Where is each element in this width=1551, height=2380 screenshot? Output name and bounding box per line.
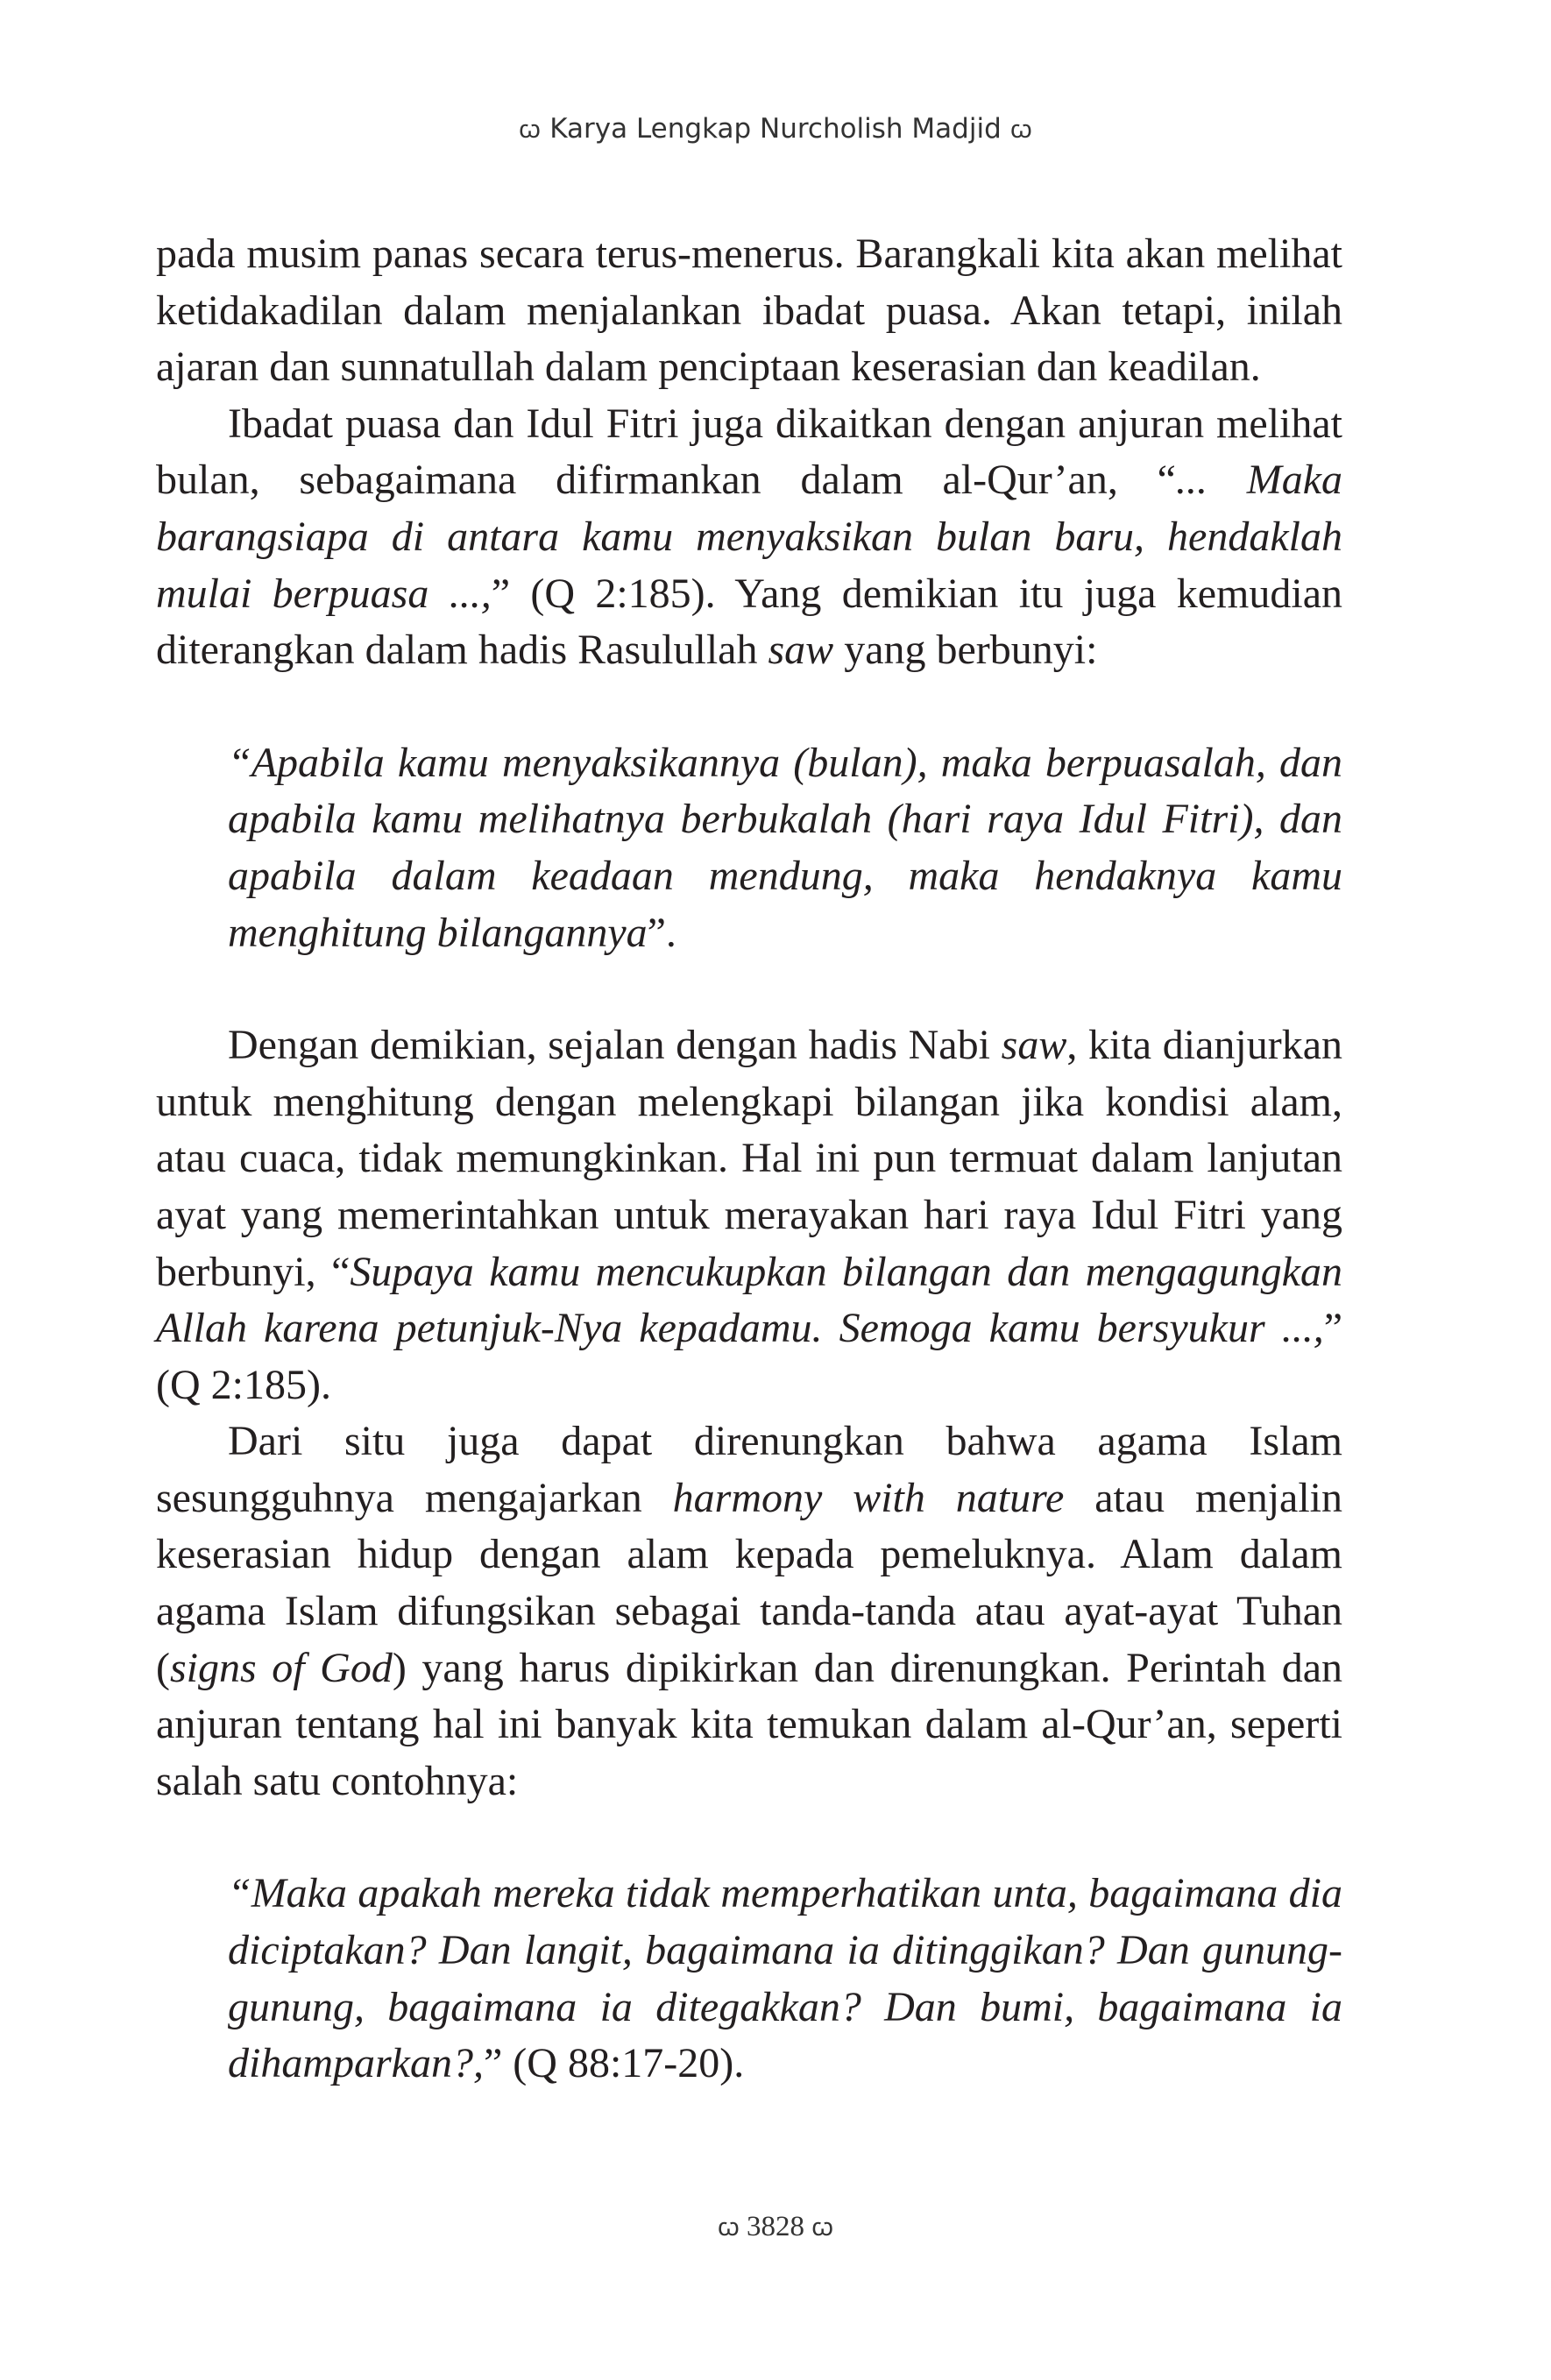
page-body [156,226,1342,2149]
quran-blockquote: “Maka apakah mereka tidak memperhatikan unta, bagaimana dia diciptakan? Dan langit, bagaimana ia ditinggikan? Dan gunung-gunung, bagaimana ia ditegakkan? Dan bumi, bagaimana ia dihamparkan?,” (Q 88:17-20). [228,1870,1342,2087]
quran-quote-inline: Supaya kamu mencukupkan bilangan dan mengagungkan Allah karena petunjuk-Nya kepadamu. Semoga kamu bersyukur ..., [156,1248,1342,1352]
paragraph-3: Dengan demikian, sejalan dengan hadis Nabi saw, kita dianjurkan untuk menghitung dengan melengkapi bilangan jika kondisi alam, atau cuaca, tidak memungkinkan. Hal ini pun termuat dalam lanjutan ayat yang memerintahkan untuk merayakan hari raya Idul Fitri yang berbunyi, “Supaya kamu mencukupkan bilangan dan mengagungkan Allah karena petunjuk-Nya kepadamu. Semoga kamu bersyukur ...,” (Q 2:185). [156,1022,1342,1408]
running-header-title: Karya Lengkap Nurcholish Madjid [549,113,1002,145]
saw-abbrev: saw [1001,1022,1067,1069]
paragraph-1: pada musim panas secara terus-menerus. Barangkali kita akan melihat ketidakadilan dalam menjalankan ibadat puasa. Akan tetapi, inilah ajaran dan sunnatullah dalam penciptaan keserasian dan keadilan. [156,230,1342,391]
english-term: harmony with nature [672,1474,1065,1521]
page-number: 3828 [747,2211,804,2242]
ornament-left-icon: ꞷ [717,2213,740,2242]
ornament-right-icon: ꞷ [811,2213,834,2242]
ornament-left-icon: ꞷ [518,115,542,144]
saw-abbrev: saw [768,627,834,674]
paragraph-2: Ibadat puasa dan Idul Fitri juga dikaitkan dengan anjuran melihat bulan, sebagaimana difirmankan dalam al-Qur’an, “... Maka barangsiapa di antara kamu menyaksikan bulan baru, hendaklah mulai berpuasa ...,” (Q 2:185). Yang demikian itu juga kemudian diterangkan dalam hadis Rasulullah saw yang berbunyi: [156,400,1343,674]
paragraph-4: Dari situ juga dapat direnungkan bahwa agama Islam sesungguhnya mengajarkan harmony with nature atau menjalin keserasian hidup dengan alam kepada pemeluknya. Alam dalam agama Islam difungsikan sebagai tanda-tanda atau ayat-ayat Tuhan (signs of God) yang harus dipikirkan dan direnungkan. Perintah dan anjuran tentang hal ini banyak kita temukan dalam al-Qur’an, seperti salah satu contohnya: [156,1418,1343,1804]
page-footer [0,2210,1551,2243]
ornament-right-icon: ꞷ [1009,115,1033,144]
hadith-blockquote: “Apabila kamu menyaksikannya (bulan), maka berpuasalah, dan apabila kamu melihatnya berbukalah (hari raya Idul Fitri), dan apabila dalam keadaan mendung, maka hendaknya kamu menghitung bilangannya”. [228,739,1342,956]
running-header [0,112,1551,145]
quran-quote-inline: ... Maka barangsiapa di antara kamu menyaksikan bulan baru, hendaklah mulai berpuasa ..., [156,457,1343,617]
english-term: signs of God [169,1644,393,1691]
